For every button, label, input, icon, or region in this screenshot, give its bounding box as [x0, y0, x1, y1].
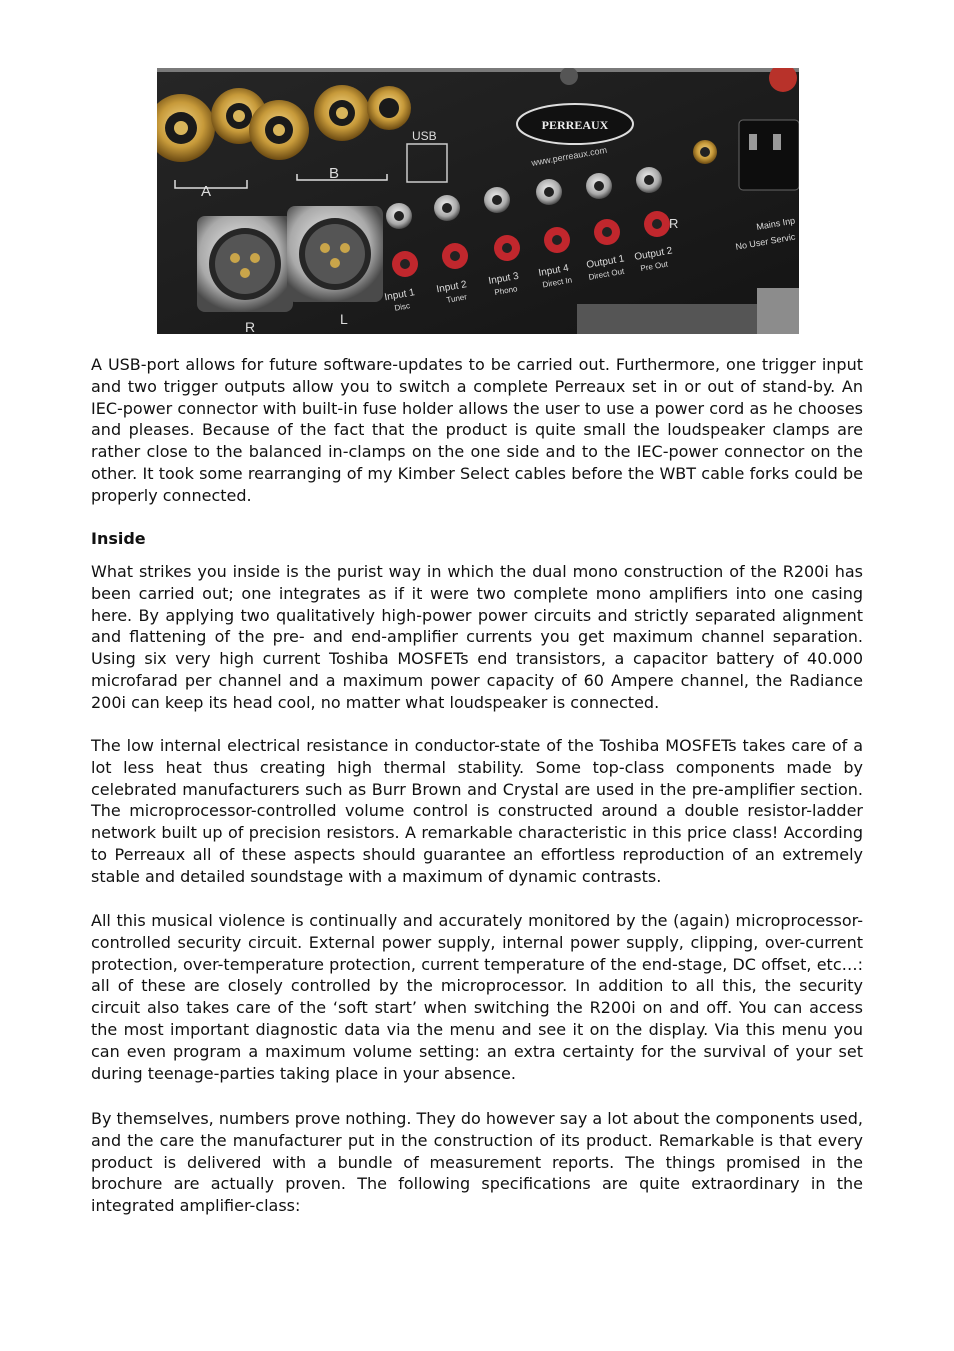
input2-label: Input 2 [435, 279, 468, 296]
input3-sub-label: Phono [493, 284, 519, 298]
paragraph-mosfets: The low internal electrical resistance in conductor-state of the Toshiba MOSFETs takes care of a lot less heat thus creating high thermal stability. Some top-class components made by celebrated manufacturers such as Burr Brown and Crystal are used in the pre-amplifier section. The microprocessor-controlled volume control is constructed around a double resistor-ladder network built up of precision resistors. A remarkable characteristic in this price class! According to Perreaux all of these aspects should guarantee an effortless reproduction of an extremely stable and detailed soundstage with a maximum of dynamic contrasts. [91, 736, 863, 886]
usb-label: USB [412, 129, 437, 143]
paragraph-security-circuit: All this musical violence is continually and accurately monitored by the (again) microprocessor-controlled security circuit. External power supply, internal power supply, clipping, over-current protection, over-temperature protection, current temperature of the end-stage, DC offset, etc…: all of these are closely controlled by the microprocessor. In addition to all this, the security circuit also takes care of the ‘soft start’ when switching the R200i on and off. You can access the most important diagnostic data via the menu and see it on the display. Via this menu you can even program a maximum volume setting: an extra certainty for the survival of your set during teenage-parties taking place in your absence. [91, 911, 863, 1083]
input1-sub-label: Disc [393, 301, 411, 313]
paragraph-usb-port: A USB-port allows for future software-updates to be carried out. Furthermore, one trigger input and two trigger outputs allow you to switch a complete Perreaux set in or out of stand-by. An IEC-power connector with built-in fuse holder allows the user to use a power cord as he chooses and pleases. Because of the fact that the product is quite small the loudspeaker clamps are rather close to the balanced in-clamps on the one side and to the IEC-power connector on the other. It took some rearranging of my Kimber Select cables before the WBT cable forks could be properly connected. [91, 355, 863, 505]
input2-sub-label: Tuner [445, 292, 468, 305]
perreaux-logo [517, 104, 633, 144]
output1-sub-label: Direct Out [587, 266, 625, 282]
paragraph-specifications: By themselves, numbers prove nothing. They do however say a lot about the components used, and the care the manufacturer put in the construction of its product. Remarkable is that every product is delivered with a bundle of measurement reports. The things promised in the brochure are actually proven. The following specifications are quite extraordinary in the integrated amplifier-class: [91, 1109, 863, 1216]
output2-label: Output 2 [633, 245, 674, 263]
website-label: www.perreaux.com [530, 144, 608, 168]
no-user-service-label: No User Servic [734, 231, 797, 252]
xlr-l-label: L [340, 311, 348, 327]
output1-label: Output 1 [585, 253, 626, 271]
output2-sub-label: Pre Out [639, 259, 669, 274]
input1-label: Input 1 [383, 287, 416, 304]
iec-power-connector-icon [739, 120, 799, 190]
amplifier-rear-panel-photo [157, 68, 799, 334]
input4-sub-label: Direct In [541, 275, 573, 290]
speaker-a-label: A [201, 183, 212, 200]
input4-label: Input 4 [537, 262, 570, 279]
section-heading-inside: Inside [91, 529, 146, 548]
mains-input-label: Mains Inp [755, 215, 796, 232]
xlr-connector-icons [197, 206, 383, 312]
xlr-r-label: R [245, 319, 256, 334]
input3-label: Input 3 [487, 270, 520, 287]
speaker-b-label: B [329, 165, 340, 182]
paragraph-dual-mono: What strikes you inside is the purist way in which the dual mono construction of the R200i has been carried out; one integrates as if it were two complete mono amplifiers into one casing here. By applying two qualitatively high-power power circuits and strictly separated alignment and flattening of the pre- and end-amplifier currents you get maximum channel separation. Using six very high current Toshiba MOSFETs end transistors, a capacitor battery of 40.000 microfarad per channel and a maximum power capacity of 60 Ampere channel, the Radiance 200i can keep its head cool, no matter what loudspeaker is connected. [91, 562, 863, 712]
svg-text:PERREAUX: PERREAUX [541, 118, 609, 132]
channel-r-label: R [669, 216, 679, 231]
